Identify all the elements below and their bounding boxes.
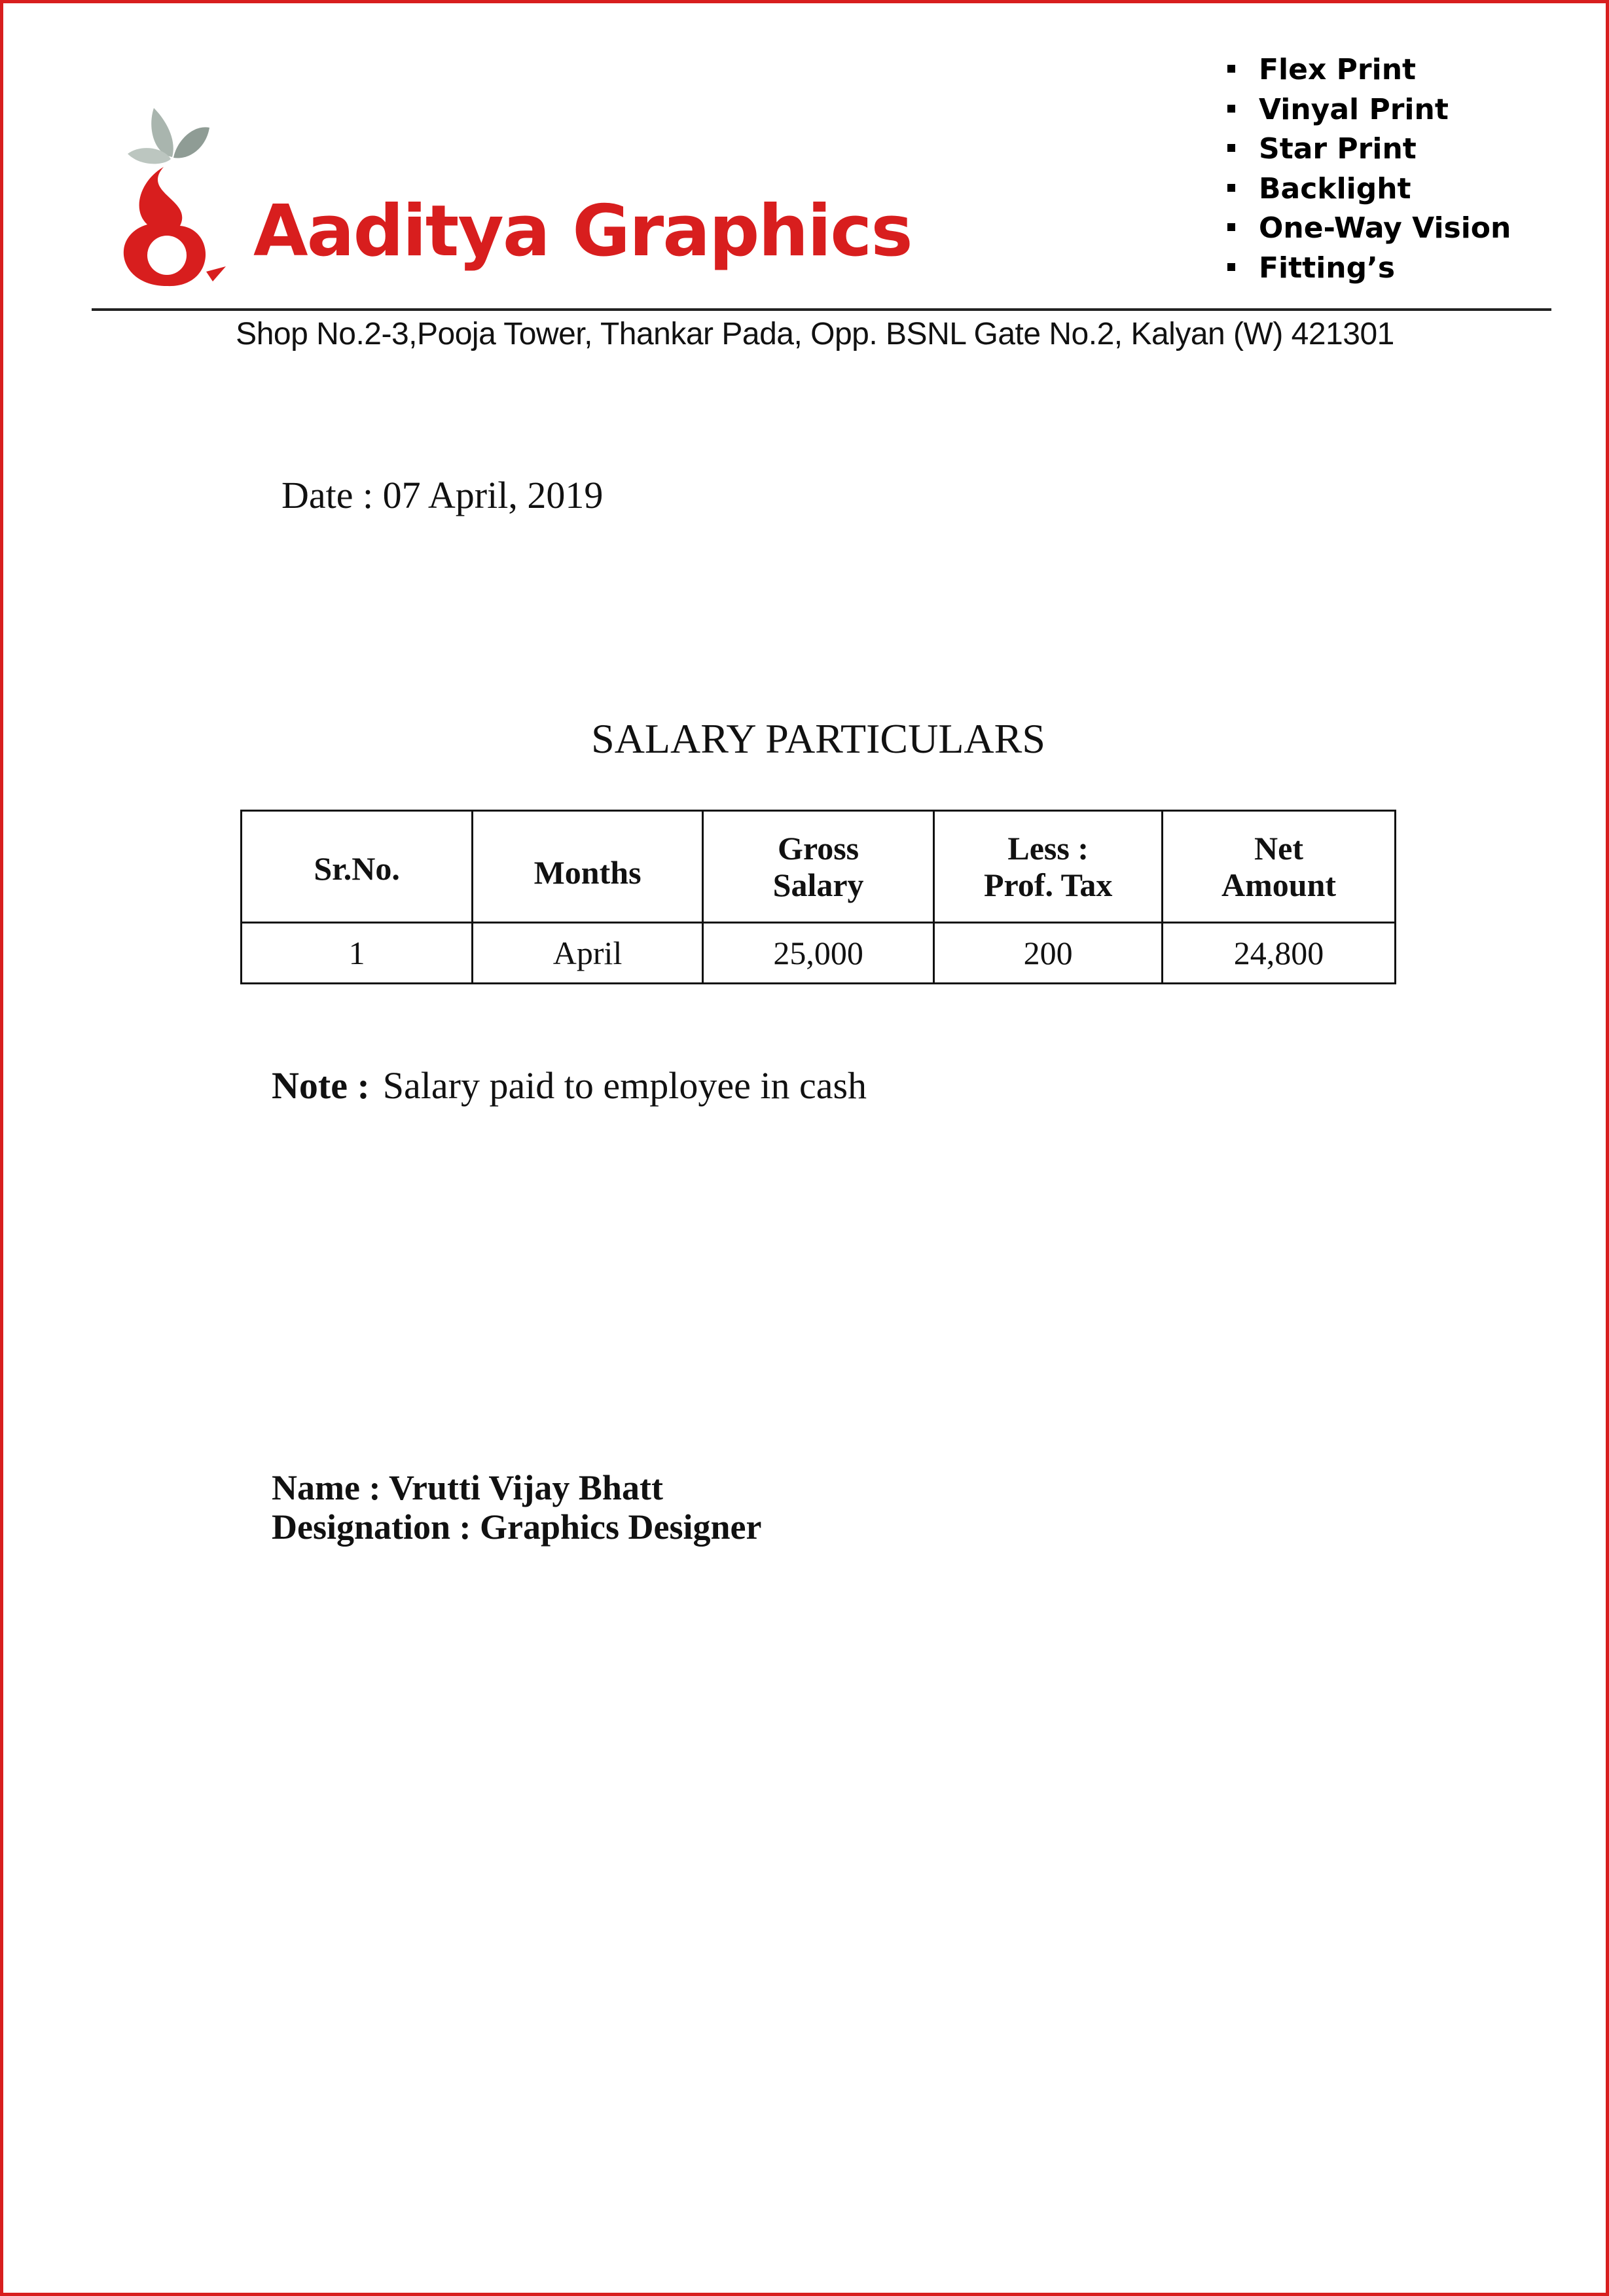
employee-details (272, 1468, 762, 1547)
bullet-icon (1227, 144, 1235, 152)
column-header-srno: Sr.No. (242, 811, 473, 923)
cell-prof-tax: 200 (934, 923, 1163, 984)
services-list (1227, 50, 1511, 288)
service-item (1227, 249, 1511, 289)
employee-name: Name : Vrutti Vijay Bhatt (272, 1468, 663, 1507)
flame-drop-logo-icon (101, 95, 232, 291)
column-header-net-amount: Net Amount (1163, 811, 1396, 923)
service-label: Flex Print (1259, 53, 1417, 86)
document-date: Date : 07 April, 2019 (281, 474, 604, 516)
cell-srno: 1 (242, 923, 473, 984)
cell-gross-salary: 25,000 (702, 923, 933, 984)
cell-net-amount: 24,800 (1163, 923, 1396, 984)
column-header-prof-tax: Less : Prof. Tax (934, 811, 1163, 923)
address-text: Shop No.2-3,Pooja Tower, Thankar Pada, Opp. BSNL Gate No.2, Kalyan (W) 421301 (236, 317, 1394, 351)
service-label: Backlight (1259, 171, 1411, 206)
letterhead-divider (92, 308, 1551, 311)
employee-designation: Designation : Graphics Designer (272, 1507, 762, 1547)
service-item (1227, 209, 1511, 249)
bullet-icon (1227, 65, 1235, 73)
cell-month: April (473, 923, 703, 984)
bullet-icon (1227, 184, 1235, 192)
service-item (1227, 130, 1511, 170)
service-item (1227, 50, 1511, 90)
table-row (242, 923, 1396, 984)
document-title: SALARY PARTICULARS (591, 715, 1045, 762)
salary-table (240, 810, 1396, 984)
bullet-icon (1227, 263, 1235, 271)
table-header-row (242, 811, 1396, 923)
payment-note (272, 1064, 867, 1107)
service-label: Star Print (1259, 132, 1417, 166)
service-label: Vinyal Print (1259, 92, 1449, 126)
bullet-icon (1227, 105, 1235, 113)
company-address (3, 316, 1609, 352)
service-item (1227, 90, 1511, 130)
column-header-gross-salary: Gross Salary (702, 811, 933, 923)
bullet-icon (1227, 223, 1235, 231)
note-text: Salary paid to employee in cash (382, 1064, 867, 1107)
company-name: Aaditya Graphics (253, 190, 912, 272)
column-header-months: Months (473, 811, 703, 923)
service-label: Fitting’s (1259, 251, 1396, 285)
service-item (1227, 170, 1511, 209)
note-label: Note : (272, 1064, 370, 1107)
service-label: One-Way Vision (1259, 211, 1511, 245)
